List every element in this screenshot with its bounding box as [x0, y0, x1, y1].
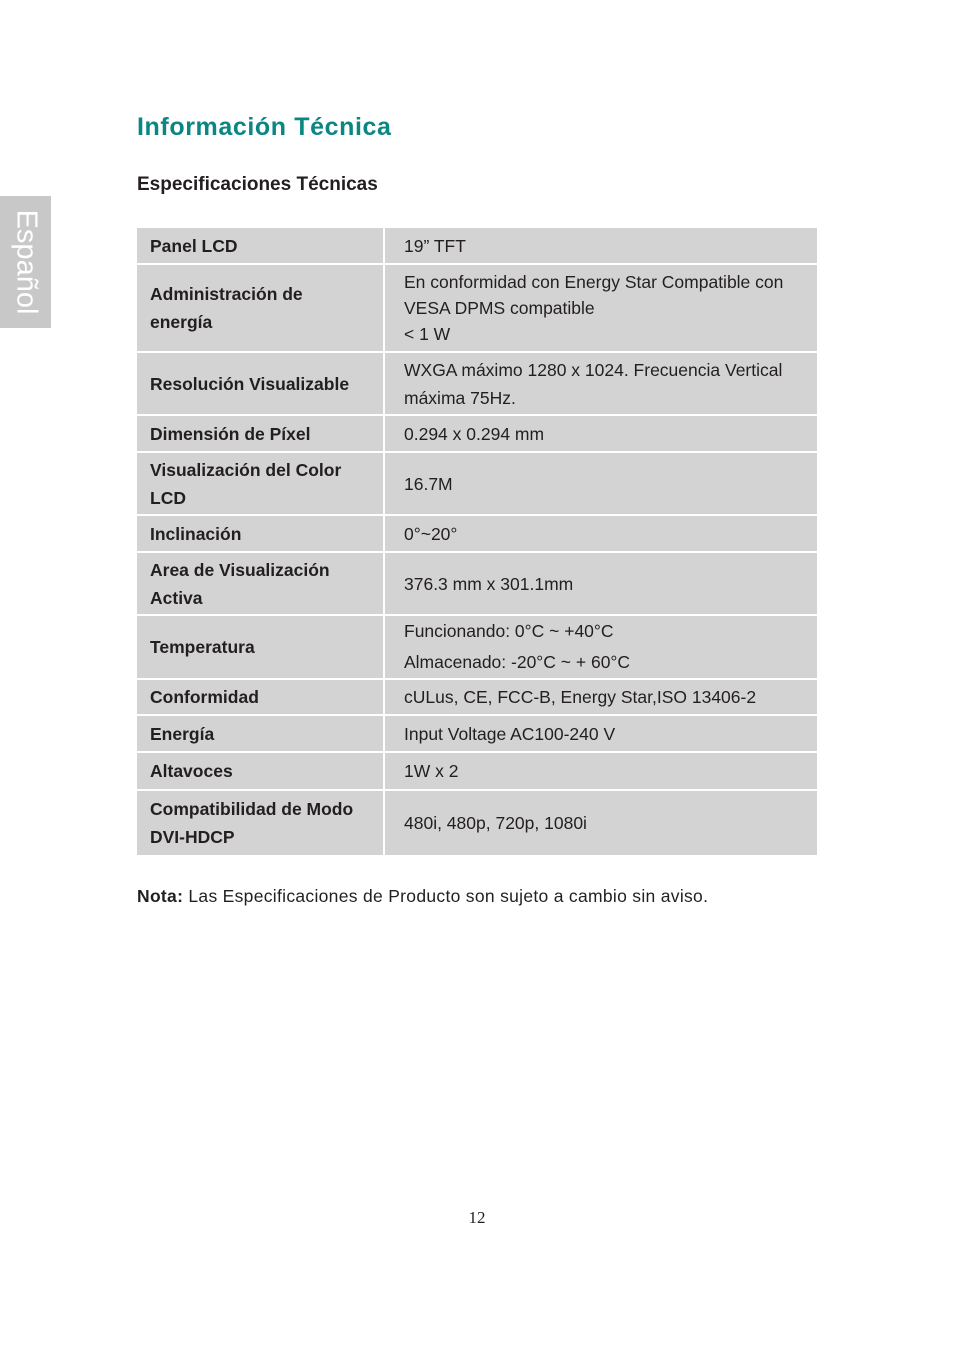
spec-label	[137, 352, 384, 415]
specs-table	[137, 228, 817, 855]
spec-label-line: Temperatura	[150, 637, 255, 657]
spec-value-line: Funcionando: 0°C ~ +40°C	[404, 621, 614, 641]
spec-label	[137, 752, 384, 790]
spec-value-line: VESA DPMS compatible	[404, 298, 595, 318]
spec-value-line: máxima 75Hz.	[404, 387, 516, 408]
language-label: Español	[10, 209, 42, 315]
spec-value	[384, 679, 817, 715]
spec-value	[384, 515, 817, 552]
spec-label-line: Resolución Visualizable	[150, 373, 350, 394]
spec-label-line: Panel LCD	[150, 235, 238, 256]
spec-label	[137, 452, 384, 515]
spec-value-line: Almacenado: -20°C ~ + 60°C	[404, 652, 631, 672]
spec-value-line: WXGA máximo 1280 x 1024. Frecuencia Vertical	[404, 359, 783, 380]
section-title: Especificaciones Técnicas	[137, 174, 378, 195]
spec-value	[384, 790, 817, 855]
spec-label-line: Inclinación	[150, 523, 242, 544]
spec-row	[137, 552, 817, 615]
note	[137, 886, 708, 907]
spec-row	[137, 752, 817, 790]
spec-row	[137, 715, 817, 752]
spec-row	[137, 415, 817, 452]
spec-label	[137, 790, 384, 855]
spec-row	[137, 679, 817, 715]
spec-value	[384, 715, 817, 752]
spec-value-line: cULus, CE, FCC-B, Energy Star,ISO 13406-2	[404, 687, 757, 707]
spec-label-line: Energía	[150, 723, 215, 744]
note-label: Nota:	[137, 886, 184, 906]
spec-value-line: 19” TFT	[404, 235, 466, 256]
spec-value-line: < 1 W	[404, 324, 451, 344]
spec-value-line: 1W x 2	[404, 761, 459, 781]
page-title: Información Técnica	[137, 113, 392, 141]
spec-value-line: Input Voltage AC100-240 V	[404, 723, 616, 744]
spec-value	[384, 552, 817, 615]
note-text: Las Especificaciones de Producto son sujeto a cambio sin aviso.	[183, 886, 709, 906]
spec-value-line: 376.3 mm x 301.1mm	[404, 573, 574, 594]
language-side-tab	[0, 196, 51, 328]
spec-value	[384, 228, 817, 264]
spec-label-line: Compatibilidad de Modo	[150, 799, 354, 819]
spec-row	[137, 515, 817, 552]
spec-label	[137, 264, 384, 352]
spec-value-line: En conformidad con Energy Star Compatible con	[404, 272, 784, 292]
spec-label-line: Dimensión de Píxel	[150, 423, 311, 444]
spec-label-line: Area de Visualización	[150, 559, 330, 580]
spec-row	[137, 615, 817, 679]
spec-label	[137, 615, 384, 679]
spec-label	[137, 415, 384, 452]
spec-label	[137, 679, 384, 715]
spec-label-line: Visualización del Color	[150, 459, 342, 480]
spec-label-line: Conformidad	[150, 687, 259, 707]
spec-label	[137, 552, 384, 615]
spec-value	[384, 615, 817, 679]
spec-row	[137, 790, 817, 855]
spec-label-line: Activa	[150, 587, 203, 608]
spec-label-line: energía	[150, 312, 213, 332]
spec-value	[384, 264, 817, 352]
spec-row	[137, 264, 817, 352]
spec-label-line: Altavoces	[150, 761, 233, 781]
page-number: 12	[468, 1208, 486, 1227]
spec-value	[384, 752, 817, 790]
spec-label	[137, 515, 384, 552]
spec-value-line: 0°~20°	[404, 523, 458, 544]
spec-label-line: DVI-HDCP	[150, 827, 235, 847]
spec-label	[137, 715, 384, 752]
spec-label-line: Administración de	[150, 284, 303, 304]
spec-value-line: 480i, 480p, 720p, 1080i	[404, 813, 587, 833]
spec-row	[137, 452, 817, 515]
spec-value	[384, 415, 817, 452]
spec-value	[384, 352, 817, 415]
spec-row	[137, 352, 817, 415]
spec-label	[137, 228, 384, 264]
spec-row	[137, 228, 817, 264]
spec-label-line: LCD	[150, 487, 186, 508]
spec-value-line: 0.294 x 0.294 mm	[404, 423, 545, 444]
spec-value	[384, 452, 817, 515]
spec-value-line: 16.7M	[404, 473, 453, 494]
